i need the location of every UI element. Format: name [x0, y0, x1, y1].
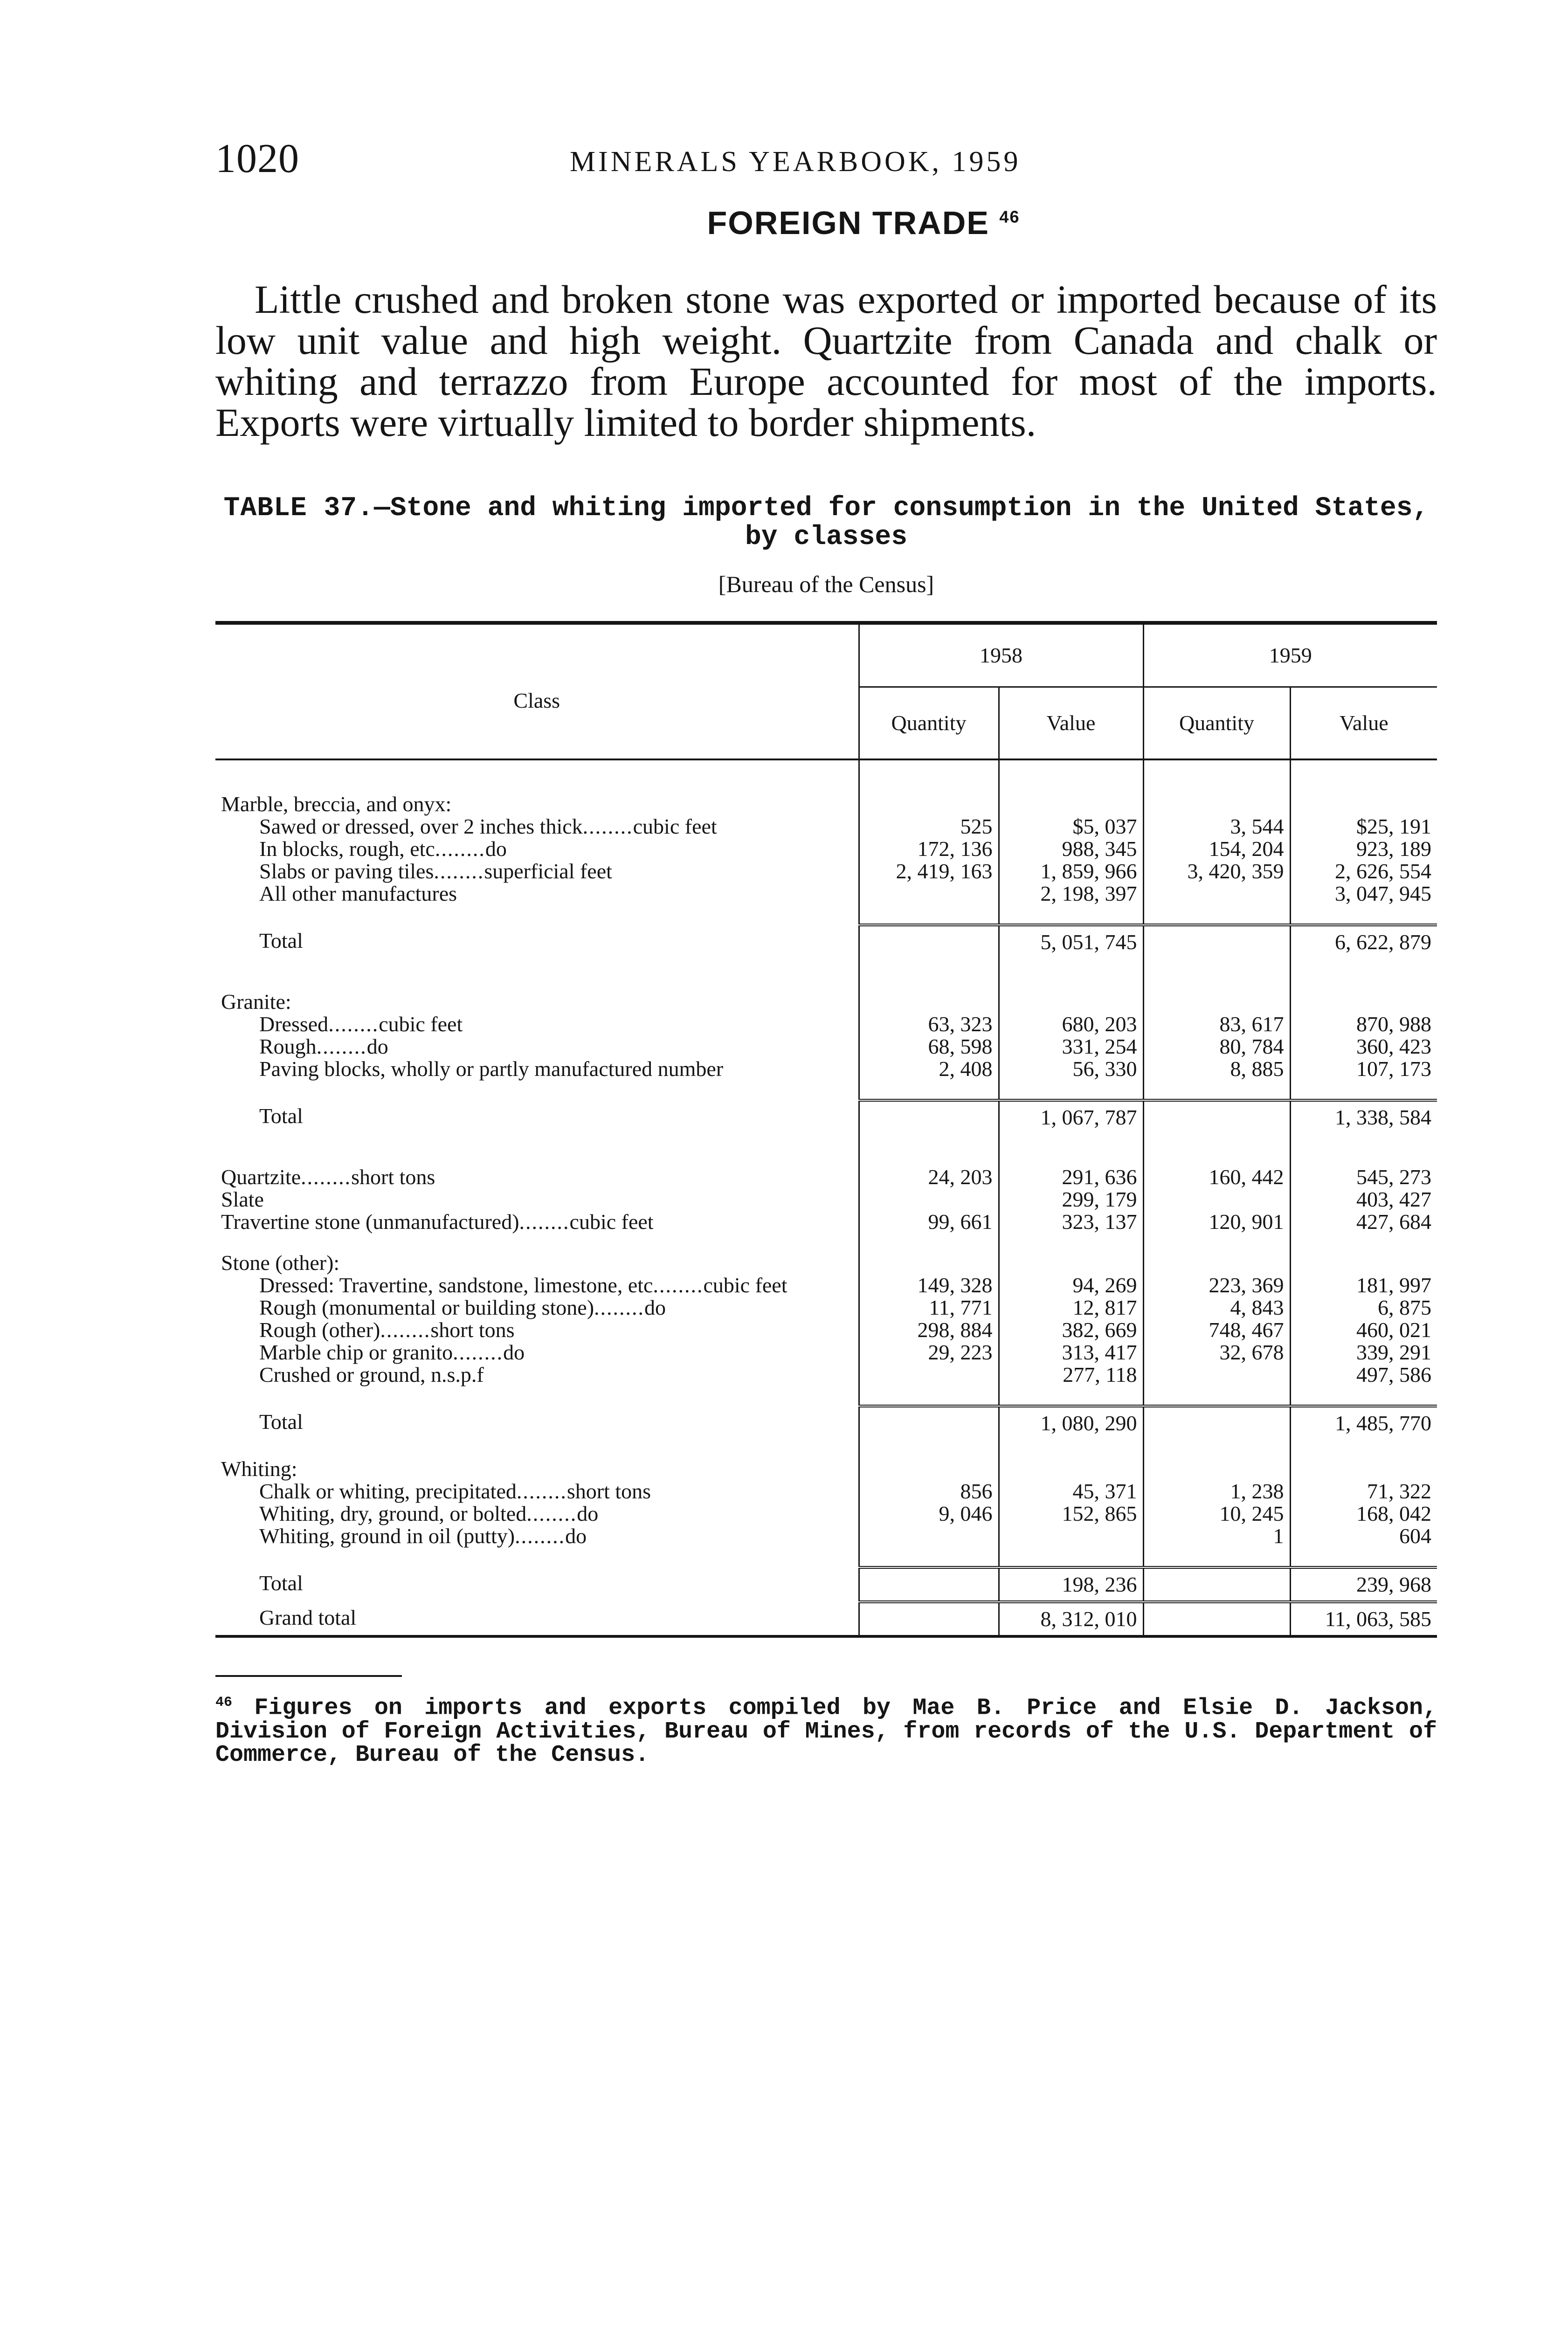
value-1959: 870, 988 — [1290, 1013, 1437, 1035]
running-title: MINERALS YEARBOOK, 1959 — [570, 146, 1021, 178]
row-unit: do — [366, 1034, 388, 1058]
empty-cell — [859, 905, 999, 925]
row-unit: superficial feet — [484, 859, 612, 883]
empty-cell — [215, 905, 859, 925]
empty-cell — [1290, 905, 1437, 925]
empty-cell — [1143, 905, 1290, 925]
quantity-1959 — [1143, 1188, 1290, 1211]
empty-cell — [999, 1547, 1143, 1567]
total-value-1958: 1, 080, 290 — [999, 1406, 1143, 1439]
empty-cell — [999, 1252, 1143, 1274]
value-1958: $5, 037 — [999, 815, 1143, 838]
value-1958: 277, 118 — [999, 1364, 1143, 1386]
row-unit: do — [644, 1296, 666, 1319]
empty-cell — [1290, 1233, 1437, 1252]
total-label: Total — [259, 1104, 303, 1128]
quantity-1959: 8, 885 — [1143, 1058, 1290, 1080]
row-unit: short tons — [430, 1318, 515, 1342]
table-label: TABLE 37. — [223, 493, 374, 524]
row-label — [215, 1319, 859, 1341]
empty-cell — [1290, 1439, 1437, 1458]
quantity-1958: 525 — [859, 815, 999, 838]
row-label-text: In blocks, rough, etc — [259, 837, 435, 861]
table-row — [215, 1274, 1437, 1297]
empty-cell — [1290, 793, 1437, 815]
leader-dots: ........ — [594, 1296, 645, 1319]
row-label-text: Dressed — [259, 1012, 329, 1036]
empty-cell — [999, 1233, 1143, 1252]
quantity-1958: 9, 046 — [859, 1503, 999, 1525]
empty-cell — [999, 793, 1143, 815]
row-label — [215, 838, 859, 860]
empty-cell — [859, 991, 999, 1013]
column-header-class: Class — [215, 623, 859, 759]
quantity-1959: 1, 238 — [1143, 1480, 1290, 1503]
empty-cell — [1143, 1252, 1290, 1274]
spacer-row — [215, 1233, 1437, 1252]
empty-cell — [999, 1133, 1143, 1166]
quantity-1958: 2, 419, 163 — [859, 860, 999, 883]
empty-cell — [215, 759, 859, 793]
section-title-text: FOREIGN TRADE — [707, 205, 989, 241]
row-label — [215, 1035, 859, 1058]
column-header-1959: 1959 — [1143, 623, 1437, 687]
row-label — [215, 1297, 859, 1319]
empty-cell — [1290, 1252, 1437, 1274]
leader-dots: ........ — [434, 859, 484, 883]
row-unit: cubic feet — [569, 1210, 654, 1234]
total-label: Grand total — [215, 1602, 859, 1636]
empty-cell — [859, 1080, 999, 1100]
empty-cell — [1290, 1133, 1437, 1166]
quantity-1958: 172, 136 — [859, 838, 999, 860]
row-label-text: Sawed or dressed, over 2 inches thick — [259, 814, 583, 838]
quantity-1959 — [1143, 883, 1290, 905]
value-1959: 360, 423 — [1290, 1035, 1437, 1058]
row-label — [215, 1166, 859, 1188]
value-1959: 2, 626, 554 — [1290, 860, 1437, 883]
quantity-1959: 748, 467 — [1143, 1319, 1290, 1341]
row-label — [215, 883, 859, 905]
spacer-row — [215, 1547, 1437, 1567]
value-1959: 460, 021 — [1290, 1319, 1437, 1341]
row-label — [215, 1525, 859, 1547]
empty-cell — [215, 1439, 859, 1458]
row-unit: cubic feet — [703, 1273, 787, 1297]
row-label-text: Quartzite — [221, 1165, 301, 1189]
quantity-1959 — [1143, 1364, 1290, 1386]
row-unit: do — [565, 1524, 587, 1548]
quantity-1959: 120, 901 — [1143, 1211, 1290, 1233]
row-unit: short tons — [351, 1165, 435, 1189]
empty-cell — [1290, 1386, 1437, 1406]
value-1959: 107, 173 — [1290, 1058, 1437, 1080]
row-unit: short tons — [566, 1479, 651, 1503]
leader-dots: ........ — [316, 1034, 367, 1058]
row-label — [215, 1058, 859, 1080]
total-row — [215, 925, 1437, 958]
value-1958: 680, 203 — [999, 1013, 1143, 1035]
row-label-text: Whiting, ground in oil (putty) — [259, 1524, 515, 1548]
table-row — [215, 1188, 1437, 1211]
leader-dots: ........ — [453, 1340, 504, 1364]
empty-cell — [999, 958, 1143, 991]
total-label: Total — [259, 929, 303, 952]
row-label-text: Travertine stone (unmanufactured) — [221, 1210, 519, 1234]
empty-cell — [859, 1547, 999, 1567]
column-header-quantity-1959: Quantity — [1143, 687, 1290, 760]
row-label — [215, 1211, 859, 1233]
quantity-1958: 29, 223 — [859, 1341, 999, 1364]
empty-cell — [215, 1547, 859, 1567]
total-label: Total — [259, 1571, 303, 1595]
table-row — [215, 1319, 1437, 1341]
value-1959: $25, 191 — [1290, 815, 1437, 838]
section-heading: Stone (other): — [221, 1251, 340, 1275]
value-1959: 403, 427 — [1290, 1188, 1437, 1211]
page-number: 1020 — [215, 136, 299, 181]
row-label-text: Rough (monumental or building stone) — [259, 1296, 594, 1319]
row-unit: do — [577, 1502, 599, 1525]
table-row — [215, 883, 1437, 905]
empty-cell — [859, 1602, 999, 1636]
empty-cell — [1143, 759, 1290, 793]
row-unit: cubic feet — [379, 1012, 463, 1036]
spacer-row — [215, 958, 1437, 991]
total-row — [215, 1602, 1437, 1636]
footnote-ref: 46 — [999, 207, 1020, 227]
table-row — [215, 1480, 1437, 1503]
value-1958: 331, 254 — [999, 1035, 1143, 1058]
value-1959: 604 — [1290, 1525, 1437, 1547]
table-row — [215, 860, 1437, 883]
column-header-value-1958: Value — [999, 687, 1143, 760]
footnote-text: Figures on imports and exports compiled by Mae B. Price and Elsie D. Jackson, Division of Foreign Activities, Bureau of Mines, from records of the U.S. Department of Commerce, Bureau of the Census. — [215, 1695, 1437, 1768]
table-row — [215, 1297, 1437, 1319]
column-header-1958: 1958 — [859, 623, 1143, 687]
empty-cell — [1143, 1233, 1290, 1252]
empty-cell — [859, 1439, 999, 1458]
section-heading: Whiting: — [221, 1457, 297, 1481]
column-header-value-1959: Value — [1290, 687, 1437, 760]
quantity-1958: 11, 771 — [859, 1297, 999, 1319]
value-1958: 291, 636 — [999, 1166, 1143, 1188]
table-row — [215, 1211, 1437, 1233]
empty-cell — [1143, 991, 1290, 1013]
row-label — [215, 1341, 859, 1364]
quantity-1959: 3, 544 — [1143, 815, 1290, 838]
total-value-1959: 11, 063, 585 — [1290, 1602, 1437, 1636]
row-label — [215, 1013, 859, 1035]
intro-paragraph: Little crushed and broken stone was exported or imported because of its low unit value and high weight. Quartzite from Canada and chalk or whiting and terrazzo from Europe accounted for most of the imports. Exports were virtually limited to border shipments. — [215, 277, 1437, 445]
empty-cell — [859, 958, 999, 991]
data-table — [215, 621, 1437, 1638]
row-label-text: Slate — [221, 1187, 264, 1211]
quantity-1959: 223, 369 — [1143, 1274, 1290, 1297]
total-value-1959: 239, 968 — [1290, 1567, 1437, 1602]
table-row — [215, 838, 1437, 860]
spacer-row — [215, 759, 1437, 793]
row-label-text: Whiting, dry, ground, or bolted — [259, 1502, 527, 1525]
stone-import-table — [215, 621, 1437, 1638]
quantity-1958: 24, 203 — [859, 1166, 999, 1188]
empty-cell — [859, 793, 999, 815]
value-1958: 988, 345 — [999, 838, 1143, 860]
table-row — [215, 1058, 1437, 1080]
row-label — [215, 1188, 859, 1211]
empty-cell — [215, 1080, 859, 1100]
table-row — [215, 1013, 1437, 1035]
leader-dots: ........ — [380, 1318, 431, 1342]
empty-cell — [1143, 1602, 1290, 1636]
empty-cell — [1143, 1080, 1290, 1100]
row-label-text: Rough — [259, 1034, 317, 1058]
leader-dots: ........ — [435, 837, 485, 861]
quantity-1959: 1 — [1143, 1525, 1290, 1547]
quantity-1959: 154, 204 — [1143, 838, 1290, 860]
total-value-1959: 1, 485, 770 — [1290, 1406, 1437, 1439]
empty-cell — [1143, 1567, 1290, 1602]
empty-cell — [859, 1252, 999, 1274]
footnote — [215, 1691, 1437, 1767]
row-label — [215, 1364, 859, 1386]
row-label-text: Paving blocks, wholly or partly manufactured number — [259, 1057, 724, 1081]
row-label-text: Rough (other) — [259, 1318, 380, 1342]
total-value-1958: 1, 067, 787 — [999, 1100, 1143, 1133]
quantity-1958 — [859, 883, 999, 905]
quantity-1959: 10, 245 — [1143, 1503, 1290, 1525]
section-heading-row — [215, 1252, 1437, 1274]
row-unit: do — [503, 1340, 525, 1364]
table-body — [215, 759, 1437, 1636]
empty-cell — [999, 905, 1143, 925]
table-title-line2: by classes — [745, 522, 908, 552]
value-1959: 71, 322 — [1290, 1480, 1437, 1503]
spacer-row — [215, 905, 1437, 925]
table-row — [215, 1035, 1437, 1058]
empty-cell — [1143, 1547, 1290, 1567]
empty-cell — [999, 759, 1143, 793]
empty-cell — [215, 1386, 859, 1406]
value-1958: 1, 859, 966 — [999, 860, 1143, 883]
value-1959: 427, 684 — [1290, 1211, 1437, 1233]
empty-cell — [859, 1567, 999, 1602]
spacer-row — [215, 1133, 1437, 1166]
quantity-1959: 160, 442 — [1143, 1166, 1290, 1188]
leader-dots: ........ — [526, 1502, 577, 1525]
table-row — [215, 1503, 1437, 1525]
empty-cell — [859, 1458, 999, 1480]
value-1958: 152, 865 — [999, 1503, 1143, 1525]
value-1959: 497, 586 — [1290, 1364, 1437, 1386]
total-row — [215, 1567, 1437, 1602]
table-row — [215, 1364, 1437, 1386]
quantity-1959: 83, 617 — [1143, 1013, 1290, 1035]
value-1958: 323, 137 — [999, 1211, 1143, 1233]
empty-cell — [215, 1233, 859, 1252]
quantity-1958: 856 — [859, 1480, 999, 1503]
empty-cell — [999, 1439, 1143, 1458]
empty-cell — [999, 1080, 1143, 1100]
section-heading-row — [215, 1458, 1437, 1480]
row-label-text: All other manufactures — [259, 882, 457, 905]
empty-cell — [859, 1100, 999, 1133]
leader-dots: ........ — [519, 1210, 570, 1234]
empty-cell — [859, 1386, 999, 1406]
row-unit: cubic feet — [633, 814, 717, 838]
empty-cell — [1143, 1100, 1290, 1133]
table-row — [215, 1525, 1437, 1547]
table-row — [215, 815, 1437, 838]
leader-dots: ........ — [653, 1273, 704, 1297]
value-1959: 545, 273 — [1290, 1166, 1437, 1188]
value-1958: 299, 179 — [999, 1188, 1143, 1211]
empty-cell — [215, 1133, 859, 1166]
empty-cell — [1143, 1439, 1290, 1458]
empty-cell — [1290, 759, 1437, 793]
row-label-text: Slabs or paving tiles — [259, 859, 434, 883]
section-title — [215, 204, 1437, 241]
quantity-1958 — [859, 1525, 999, 1547]
row-label — [215, 1503, 859, 1525]
empty-cell — [859, 1133, 999, 1166]
row-label — [215, 860, 859, 883]
spacer-row — [215, 1080, 1437, 1100]
quantity-1958 — [859, 1188, 999, 1211]
quantity-1958: 298, 884 — [859, 1319, 999, 1341]
spacer-row — [215, 1386, 1437, 1406]
empty-cell — [1290, 1547, 1437, 1567]
value-1959: 168, 042 — [1290, 1503, 1437, 1525]
total-label: Total — [259, 1410, 303, 1434]
row-label-text: Dressed: Travertine, sandstone, limestone, etc — [259, 1273, 653, 1297]
quantity-1958: 99, 661 — [859, 1211, 999, 1233]
value-1959: 3, 047, 945 — [1290, 883, 1437, 905]
value-1958: 12, 817 — [999, 1297, 1143, 1319]
empty-cell — [859, 925, 999, 958]
row-label-text: Crushed or ground, n.s.p.f — [259, 1363, 484, 1386]
value-1959: 923, 189 — [1290, 838, 1437, 860]
section-heading-row — [215, 991, 1437, 1013]
quantity-1959: 32, 678 — [1143, 1341, 1290, 1364]
value-1958 — [999, 1525, 1143, 1547]
total-row — [215, 1406, 1437, 1439]
leader-dots: ........ — [328, 1012, 379, 1036]
quantity-1958: 68, 598 — [859, 1035, 999, 1058]
empty-cell — [999, 1386, 1143, 1406]
empty-cell — [859, 1233, 999, 1252]
quantity-1959: 80, 784 — [1143, 1035, 1290, 1058]
value-1959: 181, 997 — [1290, 1274, 1437, 1297]
empty-cell — [1290, 991, 1437, 1013]
value-1958: 382, 669 — [999, 1319, 1143, 1341]
empty-cell — [215, 958, 859, 991]
total-value-1959: 6, 622, 879 — [1290, 925, 1437, 958]
empty-cell — [1143, 1133, 1290, 1166]
empty-cell — [859, 1406, 999, 1439]
value-1958: 56, 330 — [999, 1058, 1143, 1080]
table-row — [215, 1166, 1437, 1188]
value-1958: 45, 371 — [999, 1480, 1143, 1503]
total-value-1958: 198, 236 — [999, 1567, 1143, 1602]
empty-cell — [1143, 925, 1290, 958]
empty-cell — [1143, 1458, 1290, 1480]
row-label — [215, 815, 859, 838]
table-title: —Stone and whiting imported for consumption in the United States, — [373, 493, 1429, 524]
empty-cell — [1143, 1406, 1290, 1439]
row-label — [215, 1274, 859, 1297]
empty-cell — [1290, 1458, 1437, 1480]
table-caption — [215, 494, 1437, 552]
table-row — [215, 1341, 1437, 1364]
running-head — [215, 135, 1437, 186]
section-heading: Marble, breccia, and onyx: — [221, 792, 452, 816]
total-value-1958: 8, 312, 010 — [999, 1602, 1143, 1636]
empty-cell — [1143, 958, 1290, 991]
row-unit: do — [485, 837, 507, 861]
section-heading-row — [215, 793, 1437, 815]
page — [215, 135, 1437, 1790]
footnote-rule — [215, 1675, 402, 1677]
quantity-1958 — [859, 1364, 999, 1386]
empty-cell — [999, 1458, 1143, 1480]
column-header-quantity-1958: Quantity — [859, 687, 999, 760]
footnote-mark: 46 — [215, 1695, 233, 1710]
empty-cell — [1290, 1080, 1437, 1100]
value-1958: 2, 198, 397 — [999, 883, 1143, 905]
section-heading: Granite: — [221, 990, 291, 1014]
leader-dots: ........ — [515, 1524, 566, 1548]
total-row — [215, 1100, 1437, 1133]
empty-cell — [1143, 793, 1290, 815]
value-1959: 6, 875 — [1290, 1297, 1437, 1319]
value-1959: 339, 291 — [1290, 1341, 1437, 1364]
empty-cell — [1290, 958, 1437, 991]
total-value-1959: 1, 338, 584 — [1290, 1100, 1437, 1133]
leader-dots: ........ — [582, 814, 633, 838]
value-1958: 94, 269 — [999, 1274, 1143, 1297]
quantity-1958: 63, 323 — [859, 1013, 999, 1035]
empty-cell — [1143, 1386, 1290, 1406]
quantity-1959: 3, 420, 359 — [1143, 860, 1290, 883]
quantity-1958: 2, 408 — [859, 1058, 999, 1080]
row-label-text: Chalk or whiting, precipitated — [259, 1479, 517, 1503]
empty-cell — [859, 759, 999, 793]
empty-cell — [999, 991, 1143, 1013]
quantity-1959: 4, 843 — [1143, 1297, 1290, 1319]
table-source: [Bureau of the Census] — [718, 571, 934, 597]
row-label-text: Marble chip or granito — [259, 1340, 453, 1364]
leader-dots: ........ — [301, 1165, 352, 1189]
spacer-row — [215, 1439, 1437, 1458]
value-1958: 313, 417 — [999, 1341, 1143, 1364]
total-value-1958: 5, 051, 745 — [999, 925, 1143, 958]
row-label — [215, 1480, 859, 1503]
leader-dots: ........ — [516, 1479, 567, 1503]
quantity-1958: 149, 328 — [859, 1274, 999, 1297]
